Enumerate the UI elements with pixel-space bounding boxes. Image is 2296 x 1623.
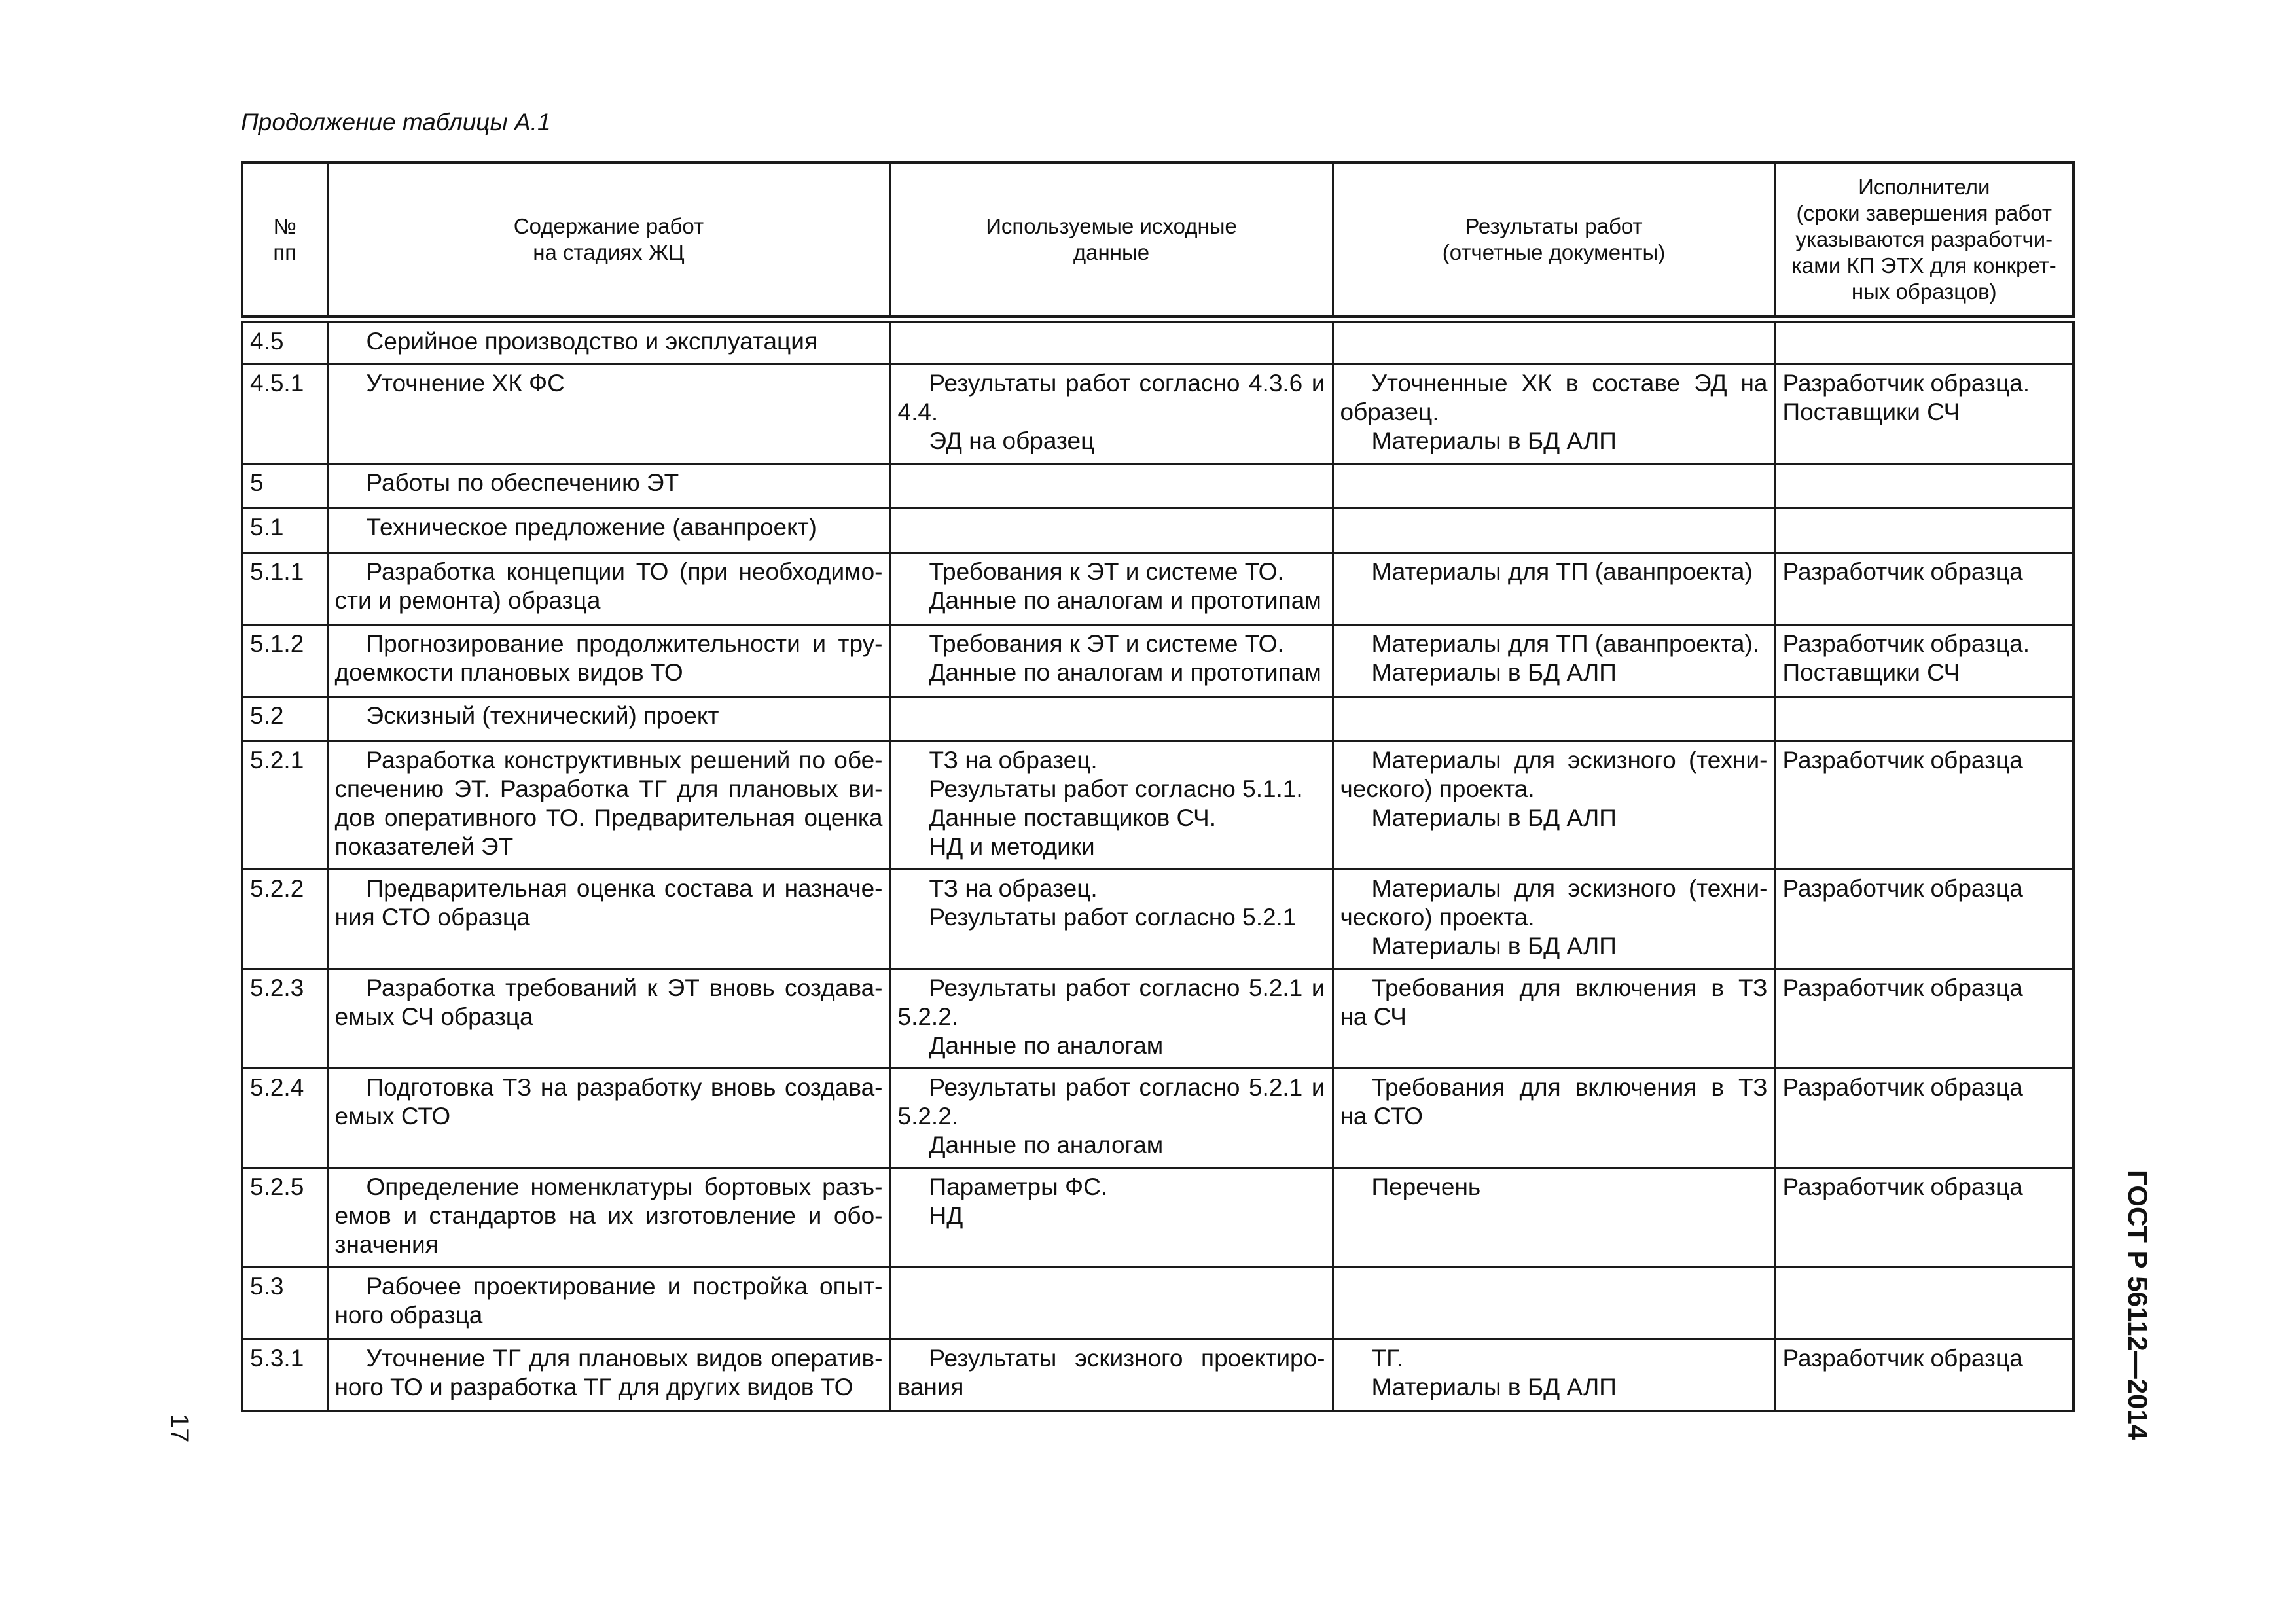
header-num: № пп bbox=[242, 162, 327, 319]
cell-content-line: Предварительная оценка состава и назначе- ния СТО образца bbox=[334, 874, 883, 931]
cell-performers-line: Разработчик образца bbox=[1782, 746, 2023, 774]
page-number: 17 bbox=[165, 1414, 194, 1443]
cell-results-line: Материалы в БД АЛП bbox=[1371, 427, 1617, 454]
cell-sources bbox=[890, 1267, 1333, 1339]
cell-content bbox=[327, 1339, 890, 1411]
cell-performers bbox=[1775, 741, 2073, 869]
cell-results bbox=[1333, 1168, 1775, 1267]
cell-sources-line: ТЗ на образец. bbox=[929, 746, 1098, 774]
cell-num: 4.5 bbox=[242, 319, 327, 364]
table-row bbox=[242, 364, 2073, 463]
cell-content-line: Рабочее проектирование и постройка опыт- ного образца bbox=[334, 1272, 883, 1329]
cell-num: 5.2.1 bbox=[242, 741, 327, 869]
cell-content bbox=[327, 869, 890, 969]
cell-sources-line: Данные по аналогам и прототипам bbox=[929, 586, 1321, 614]
table-row bbox=[242, 508, 2073, 552]
table-body bbox=[242, 319, 2073, 1411]
cell-performers bbox=[1775, 364, 2073, 463]
cell-performers bbox=[1775, 463, 2073, 508]
cell-sources-line: Результаты эскизного проектиро- вания bbox=[897, 1344, 1325, 1400]
cell-performers-line: Разработчик образца. bbox=[1782, 630, 2030, 657]
cell-sources bbox=[890, 869, 1333, 969]
cell-performers bbox=[1775, 319, 2073, 364]
table-row bbox=[242, 1339, 2073, 1411]
cell-num: 5.2 bbox=[242, 696, 327, 741]
cell-performers-line: Разработчик образца. bbox=[1782, 369, 2030, 397]
cell-results-line: Материалы для ТП (аванпроекта). bbox=[1371, 630, 1760, 657]
cell-results bbox=[1333, 969, 1775, 1068]
cell-content-line: Определение номенклатуры бортовых разъ- емов и стандартов на их изготовление и обо- значения bbox=[334, 1173, 883, 1258]
cell-performers bbox=[1775, 969, 2073, 1068]
cell-results-line: ТГ. bbox=[1371, 1344, 1403, 1372]
cell-content bbox=[327, 552, 890, 624]
cell-sources bbox=[890, 364, 1333, 463]
cell-performers bbox=[1775, 1068, 2073, 1168]
cell-performers bbox=[1775, 508, 2073, 552]
cell-sources-line: Параметры ФС. bbox=[929, 1173, 1108, 1200]
cell-results-line: Материалы в БД АЛП bbox=[1371, 1373, 1617, 1400]
table-header-row bbox=[242, 162, 2073, 319]
table-row bbox=[242, 552, 2073, 624]
cell-performers bbox=[1775, 696, 2073, 741]
cell-sources-line: ЭД на образец bbox=[929, 427, 1095, 454]
cell-performers-line: Разработчик образца bbox=[1782, 1173, 2023, 1200]
cell-sources bbox=[890, 1068, 1333, 1168]
cell-content-line: Уточнение ХК ФС bbox=[366, 369, 565, 397]
cell-results bbox=[1333, 741, 1775, 869]
cell-num: 5.2.4 bbox=[242, 1068, 327, 1168]
cell-performers-line: Разработчик образца bbox=[1782, 1073, 2023, 1101]
table-row bbox=[242, 624, 2073, 696]
works-table bbox=[241, 161, 2075, 1412]
cell-num: 4.5.1 bbox=[242, 364, 327, 463]
cell-performers-line: Разработчик образца bbox=[1782, 558, 2023, 585]
table-row bbox=[242, 319, 2073, 364]
cell-results-line: Материалы в БД АЛП bbox=[1371, 932, 1617, 959]
cell-num: 5.3 bbox=[242, 1267, 327, 1339]
cell-content-line: Разработка требований к ЭТ вновь создава- емых СЧ образца bbox=[334, 974, 883, 1030]
cell-performers bbox=[1775, 1339, 2073, 1411]
header-content: Содержание работ на стадиях ЖЦ bbox=[327, 162, 890, 319]
cell-results bbox=[1333, 1339, 1775, 1411]
cell-sources-line: Результаты работ согласно 4.3.6 и 4.4. bbox=[897, 369, 1325, 425]
cell-content-line: Разработка концепции ТО (при необходимо- сти и ремонта) образца bbox=[334, 558, 883, 614]
cell-num: 5.3.1 bbox=[242, 1339, 327, 1411]
cell-num: 5.1.1 bbox=[242, 552, 327, 624]
cell-performers-line: Разработчик образца bbox=[1782, 974, 2023, 1001]
cell-num: 5.2.2 bbox=[242, 869, 327, 969]
cell-results bbox=[1333, 624, 1775, 696]
table-row bbox=[242, 969, 2073, 1068]
cell-results bbox=[1333, 869, 1775, 969]
table-row bbox=[242, 696, 2073, 741]
cell-content bbox=[327, 741, 890, 869]
cell-sources-line: Данные поставщиков СЧ. bbox=[929, 804, 1216, 831]
header-results: Результаты работ (отчетные документы) bbox=[1333, 162, 1775, 319]
table-row bbox=[242, 1168, 2073, 1267]
cell-results-line: Требования для включения в ТЗ на СТО bbox=[1340, 1073, 1768, 1130]
cell-performers bbox=[1775, 1168, 2073, 1267]
cell-num: 5 bbox=[242, 463, 327, 508]
cell-results-line: Материалы для ТП (аванпроекта) bbox=[1371, 558, 1753, 585]
cell-performers bbox=[1775, 1267, 2073, 1339]
cell-results-line: Материалы для эскизного (техни- ческого) проекта. bbox=[1340, 746, 1768, 802]
cell-content bbox=[327, 319, 890, 364]
cell-sources bbox=[890, 1168, 1333, 1267]
cell-results-line: Материалы в БД АЛП bbox=[1371, 658, 1617, 686]
cell-sources-line: Данные по аналогам bbox=[929, 1031, 1164, 1059]
cell-num: 5.2.3 bbox=[242, 969, 327, 1068]
standard-code: ГОСТ Р 56112—2014 bbox=[2123, 1170, 2153, 1440]
cell-content bbox=[327, 1068, 890, 1168]
header-sources: Используемые исходные данные bbox=[890, 162, 1333, 319]
cell-content bbox=[327, 463, 890, 508]
cell-sources bbox=[890, 696, 1333, 741]
cell-sources-line: НД bbox=[929, 1202, 963, 1229]
cell-sources bbox=[890, 319, 1333, 364]
cell-content-line: Техническое предложение (аванпроект) bbox=[366, 513, 817, 541]
cell-results bbox=[1333, 508, 1775, 552]
cell-content-line: Серийное производство и эксплуатация bbox=[366, 328, 817, 355]
cell-results-line: Материалы в БД АЛП bbox=[1371, 804, 1617, 831]
cell-num: 5.1 bbox=[242, 508, 327, 552]
table-row bbox=[242, 869, 2073, 969]
header-performers: Исполнители (сроки завершения работ указываются разработчи- ками КП ЭТХ для конкрет- ных образцов) bbox=[1775, 162, 2073, 319]
cell-performers-line: Поставщики СЧ bbox=[1782, 398, 1960, 425]
table-row bbox=[242, 741, 2073, 869]
cell-results bbox=[1333, 364, 1775, 463]
table-caption: Продолжение таблицы А.1 bbox=[241, 109, 551, 135]
cell-sources-line: Результаты работ согласно 5.2.1 bbox=[929, 903, 1297, 931]
cell-content-line: Эскизный (технический) проект bbox=[366, 702, 719, 729]
cell-results bbox=[1333, 1068, 1775, 1168]
cell-sources-line: Результаты работ согласно 5.2.1 и 5.2.2. bbox=[897, 974, 1325, 1030]
cell-content-line: Разработка конструктивных решений по обе- спечению ЭТ. Разработка ТГ для плановых ви- дов оперативного ТО. Предварительная оценка показателей ЭТ bbox=[334, 746, 883, 860]
cell-num: 5.1.2 bbox=[242, 624, 327, 696]
cell-sources-line: Данные по аналогам bbox=[929, 1131, 1164, 1158]
cell-results bbox=[1333, 463, 1775, 508]
cell-content bbox=[327, 969, 890, 1068]
cell-sources-line: ТЗ на образец. bbox=[929, 874, 1098, 902]
cell-content bbox=[327, 624, 890, 696]
cell-content-line: Уточнение ТГ для плановых видов оператив- ного ТО и разработка ТГ для других видов ТО bbox=[334, 1344, 883, 1400]
cell-sources bbox=[890, 741, 1333, 869]
cell-sources-line: НД и методики bbox=[929, 832, 1095, 860]
cell-content-line: Подготовка ТЗ на разработку вновь создава- емых СТО bbox=[334, 1073, 883, 1130]
cell-results bbox=[1333, 696, 1775, 741]
cell-num: 5.2.5 bbox=[242, 1168, 327, 1267]
cell-performers bbox=[1775, 624, 2073, 696]
cell-content bbox=[327, 1168, 890, 1267]
cell-content bbox=[327, 364, 890, 463]
cell-sources-line: Данные по аналогам и прототипам bbox=[929, 658, 1321, 686]
cell-results-line: Уточненные ХК в составе ЭД на образец. bbox=[1340, 369, 1768, 425]
cell-sources-line: Результаты работ согласно 5.2.1 и 5.2.2. bbox=[897, 1073, 1325, 1130]
cell-content-line: Прогнозирование продолжительности и тру- доемкости плановых видов ТО bbox=[334, 630, 883, 686]
cell-performers bbox=[1775, 869, 2073, 969]
cell-sources-line: Требования к ЭТ и системе ТО. bbox=[929, 558, 1284, 585]
cell-results-line: Требования для включения в ТЗ на СЧ bbox=[1340, 974, 1768, 1030]
cell-content bbox=[327, 1267, 890, 1339]
cell-content-line: Работы по обеспечению ЭТ bbox=[366, 469, 679, 496]
cell-results-line: Материалы для эскизного (техни- ческого) проекта. bbox=[1340, 874, 1768, 931]
cell-sources bbox=[890, 463, 1333, 508]
cell-sources bbox=[890, 624, 1333, 696]
cell-results bbox=[1333, 552, 1775, 624]
cell-results-line: Перечень bbox=[1371, 1173, 1481, 1200]
table-row bbox=[242, 1068, 2073, 1168]
table-row bbox=[242, 1267, 2073, 1339]
cell-performers bbox=[1775, 552, 2073, 624]
cell-sources bbox=[890, 1339, 1333, 1411]
cell-results bbox=[1333, 1267, 1775, 1339]
cell-performers-line: Разработчик образца bbox=[1782, 874, 2023, 902]
cell-sources-line: Результаты работ согласно 5.1.1. bbox=[929, 775, 1303, 802]
cell-sources bbox=[890, 552, 1333, 624]
cell-sources bbox=[890, 969, 1333, 1068]
cell-sources bbox=[890, 508, 1333, 552]
cell-sources-line: Требования к ЭТ и системе ТО. bbox=[929, 630, 1284, 657]
cell-content bbox=[327, 696, 890, 741]
cell-content bbox=[327, 508, 890, 552]
cell-performers-line: Разработчик образца bbox=[1782, 1344, 2023, 1372]
table-row bbox=[242, 463, 2073, 508]
cell-results bbox=[1333, 319, 1775, 364]
cell-performers-line: Поставщики СЧ bbox=[1782, 658, 1960, 686]
